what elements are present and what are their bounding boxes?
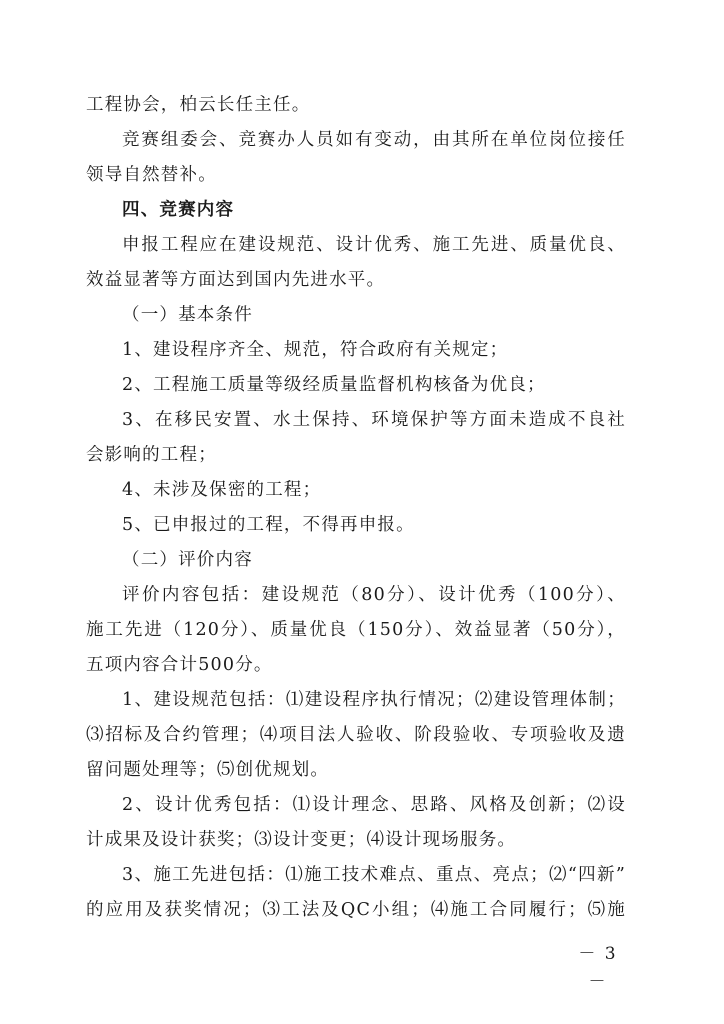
list-item-continuation: ⑶招标及合约管理；⑷项目法人验收、阶段验收、专项验收及遗 [86,725,626,745]
subsection-heading: （二）评价内容 [122,550,253,570]
list-item-continuation: 留问题处理等；⑸创优规划。 [86,760,330,780]
paragraph-line: 施工先进（120分）、质量优良（150分）、效益显著（50分）， [86,620,626,640]
paragraph-line: 工程协会，柏云长任主任。 [86,95,311,115]
paragraph-line: 竞赛组委会、竞赛办人员如有变动，由其所在单位岗位接任 [122,130,626,150]
section-heading: 四、竞赛内容 [122,200,235,220]
paragraph-line: 评价内容包括：建设规范（80分）、设计优秀（100分）、 [122,585,626,605]
list-item: 4、未涉及保密的工程； [122,480,322,500]
list-item: 3、施工先进包括：⑴施工技术难点、重点、亮点；⑵“四新” [122,865,626,885]
list-item: 2、工程施工质量等级经质量监督机构核备为优良； [122,375,546,395]
list-item: 3、在移民安置、水土保持、环境保护等方面未造成不良社 [122,410,626,430]
paragraph-line: 申报工程应在建设规范、设计优秀、施工先进、质量优良、 [122,235,626,255]
list-item: 1、建设规范包括：⑴建设程序执行情况；⑵建设管理体制； [122,690,626,710]
list-item-continuation: 的应用及获奖情况；⑶工法及QC小组；⑷施工合同履行；⑸施 [86,900,626,920]
document-body [86,88,626,928]
list-item: 1、建设程序齐全、规范，符合政府有关规定； [122,340,509,360]
paragraph-line: 五项内容合计500分。 [86,655,273,675]
list-item-continuation: 计成果及设计获奖；⑶设计变更；⑷设计现场服务。 [86,830,517,850]
list-item: 5、已申报过的工程，不得再申报。 [122,515,415,535]
subsection-heading: （一）基本条件 [122,305,253,325]
paragraph-line: 效益显著等方面达到国内先进水平。 [86,270,386,290]
list-item: 2、设计优秀包括：⑴设计理念、思路、风格及创新；⑵设 [122,795,626,815]
paragraph-line: 领导自然替补。 [86,165,217,185]
page-number: － 3 － [578,944,618,992]
list-item-continuation: 会影响的工程； [86,445,217,465]
